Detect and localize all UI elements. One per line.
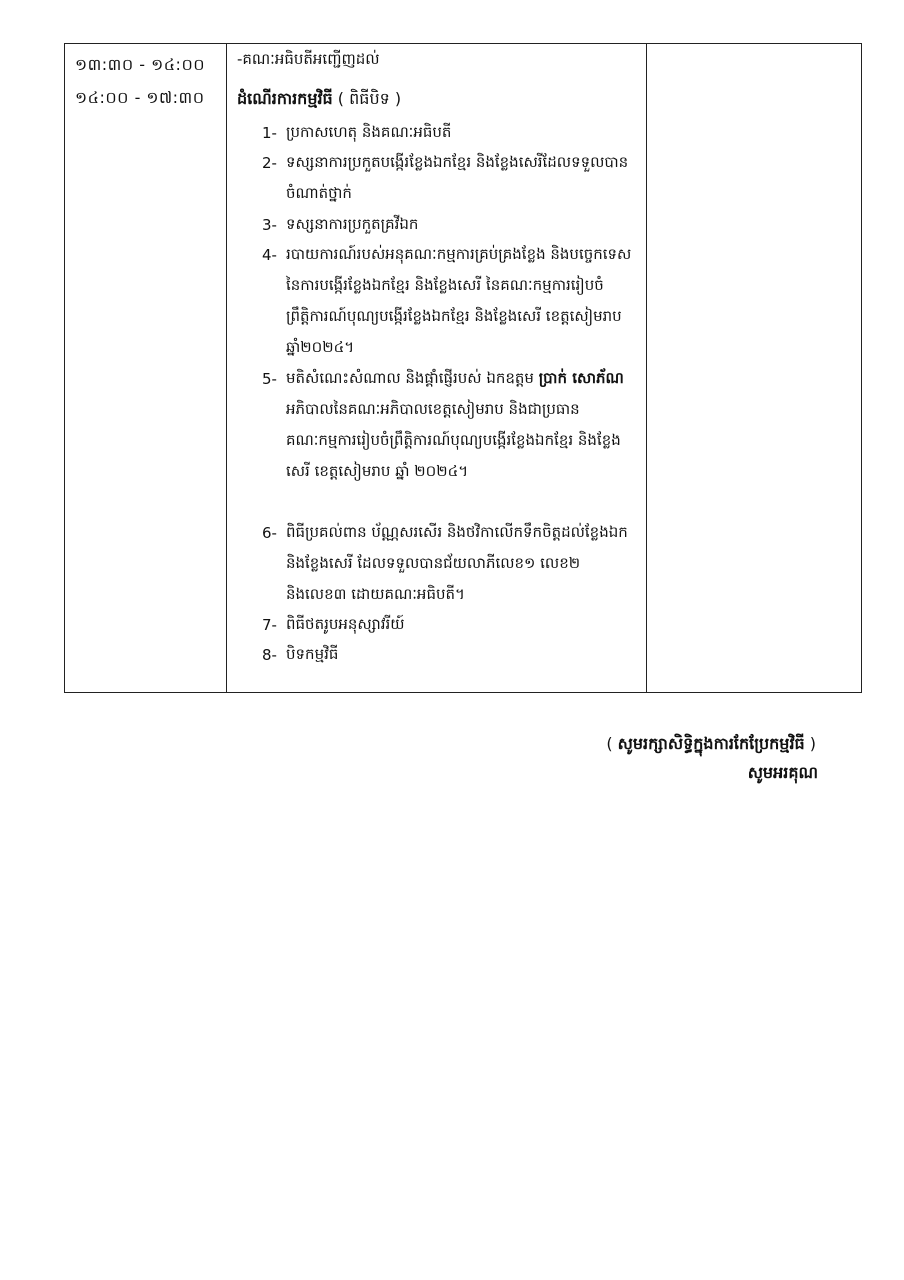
agenda-item: ពិធីប្រគល់ពាន ប័ណ្ណសរសើរ និងថវិកាលើកទឹកចិត្តដល់ខ្លែងឯក និងខ្លែងសេរី ដែលទទួលបានជ័យលាភីលេខ១ លេខ២ និងលេខ៣ ដោយគណៈអធិបតី។ bbox=[286, 523, 628, 603]
thanks-text: សូមអរគុណ bbox=[747, 763, 818, 782]
arrival-line: -គណៈអធិបតីអញ្ជើញដល់ bbox=[237, 50, 380, 68]
section-heading bbox=[237, 88, 401, 112]
item-number: 3- bbox=[262, 216, 277, 234]
agenda-item: ពិធីថតរូបអនុស្សាវរីយ៍ bbox=[286, 615, 405, 633]
section-paren: ( ពិធីបិទ ) bbox=[337, 89, 402, 108]
time-slot-1: ១៣:៣០ - ១៤:០០ bbox=[75, 55, 206, 74]
agenda-item: ទស្សនាការប្រកួតបង្កើរខ្លែងឯកខ្មែរ និងខ្លែងសេរីដែលទទួលបានចំណាត់ថ្នាក់ bbox=[286, 153, 629, 202]
rights-note: សូមរក្សាសិទ្ធិក្នុងការកែប្រែកម្មវិធី bbox=[617, 734, 805, 753]
item-number: 2- bbox=[262, 154, 277, 172]
remarks-column bbox=[647, 44, 861, 692]
item-text-part: មតិសំណេះសំណាល និងផ្តាំផ្ញើរបស់ ឯកឧត្តម bbox=[286, 369, 539, 387]
agenda-item: ទស្សនាការប្រកួតគ្រវីឯក bbox=[286, 215, 419, 233]
item-number: 6- bbox=[262, 524, 277, 542]
agenda-item bbox=[286, 363, 638, 487]
item-number: 1- bbox=[262, 124, 277, 142]
section-title: ដំណើរការកម្មវិធី bbox=[237, 89, 333, 108]
item-text-part: អភិបាលនៃគណៈអភិបាលខេត្តសៀមរាប និងជាប្រធានគណៈកម្មការរៀបចំព្រឹត្តិការណ៍បុណ្យបង្កើរខ្លែងឯកខ្មែរ និងខ្លែងសេរី ខេត្តសៀមរាប ឆ្នាំ ២០២៤។ bbox=[286, 400, 621, 480]
item-number: 5- bbox=[262, 370, 277, 388]
paren-close: ) bbox=[804, 734, 816, 753]
activity-column bbox=[227, 44, 647, 692]
agenda-item: ប្រកាសហេតុ និងគណៈអធិបតី bbox=[286, 123, 452, 141]
item-number: 8- bbox=[262, 646, 277, 664]
item-number: 7- bbox=[262, 616, 277, 634]
time-column bbox=[65, 44, 227, 692]
governor-name: ប្រាក់ សោភ័ណ bbox=[538, 369, 624, 387]
time-slot-2: ១៤:០០ - ១៧:៣០ bbox=[75, 88, 205, 107]
item-number: 4- bbox=[262, 246, 277, 264]
agenda-item: របាយការណ៍របស់អនុគណៈកម្មការគ្រប់គ្រងខ្លែង និងបច្ចេកទេសនៃការបង្កើរខ្លែងឯកខ្មែរ និងខ្លែងសេរី នៃគណៈកម្មការរៀបចំព្រឹត្តិការណ៍បុណ្យបង្កើរខ្លែងឯកខ្មែរ និងខ្លែងសេរី ខេត្តសៀមរាប ឆ្នាំ២០២៤។ bbox=[286, 245, 632, 356]
footer-note bbox=[606, 733, 816, 757]
agenda-item: បិទកម្មវិធី bbox=[286, 645, 339, 663]
agenda-table bbox=[64, 43, 862, 693]
paren-open: ( bbox=[606, 734, 618, 753]
